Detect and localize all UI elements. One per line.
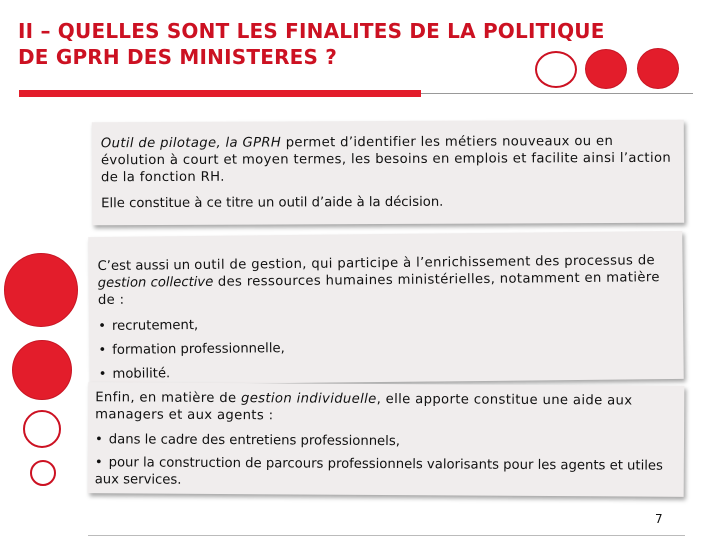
card2-intro <box>97 252 673 309</box>
slide-title-line-1: II – QUELLES SONT LES FINALITES DE LA POLITIQUE <box>18 19 605 43</box>
decorative-circle-outline-top <box>535 51 577 88</box>
title-underline-thin <box>421 93 693 94</box>
text-card-pilotage <box>92 120 684 226</box>
card1-paragraph-1-text: permet d’identifier les métiers nouveaux ou en évolution à court et moyen termes, les besoins en emplois et facilite ainsi l’action de la fonction RH. <box>100 134 672 186</box>
decorative-circle-red-top-2 <box>637 48 679 89</box>
card1-paragraph-1 <box>101 133 674 186</box>
card2-bullet-item: • mobilité. <box>99 360 674 383</box>
card2-intro-strong: outil de gestion, qui participe à l’enrichissement des processus de <box>194 253 656 274</box>
card3-intro-strong: Enfin, en matière de <box>95 390 242 407</box>
card3-bullet-item: • pour la construction de parcours professionnels valorisants pour les agents et utiles aux services. <box>95 454 674 492</box>
decorative-circle-red-top-1 <box>585 49 627 89</box>
card1-italic-lead: Outil de pilotage, la GPRH <box>100 135 282 152</box>
decorative-circle-red-left-2 <box>12 340 72 400</box>
card3-bullet-item: • dans le cadre des entretiens professionnels, <box>95 431 674 452</box>
text-card-gestion-individuelle <box>88 382 685 497</box>
card2-intro-plain: C’est aussi un <box>97 258 195 275</box>
card2-intro-rest: des ressources humaines ministérielles, notamment en matière de : <box>97 270 660 309</box>
card2-intro-italic: gestion collective <box>97 274 214 292</box>
title-underline-red <box>19 90 421 97</box>
card1-paragraph-2: Elle constitue à ce titre un outil d’aide à la décision. <box>101 194 444 212</box>
slide-title-line-2: DE GPRH DES MINISTERES ? <box>18 45 338 69</box>
decorative-circle-red-left-1 <box>4 253 78 327</box>
page-number: 7 <box>655 512 663 526</box>
card2-bullet-item: • recrutement, <box>98 312 673 335</box>
card2-bullet-item: • formation professionnelle, <box>98 336 673 359</box>
card3-intro-italic: gestion individuelle <box>240 391 377 407</box>
text-card-gestion-collective <box>88 231 684 385</box>
card3-intro-rest: , elle apporte constitue une aide aux managers et aux agents : <box>95 391 633 424</box>
card3-intro <box>95 389 674 427</box>
decorative-circle-outline-left-2 <box>30 460 56 486</box>
decorative-circle-outline-left-1 <box>23 410 61 448</box>
footer-rule <box>88 535 685 536</box>
